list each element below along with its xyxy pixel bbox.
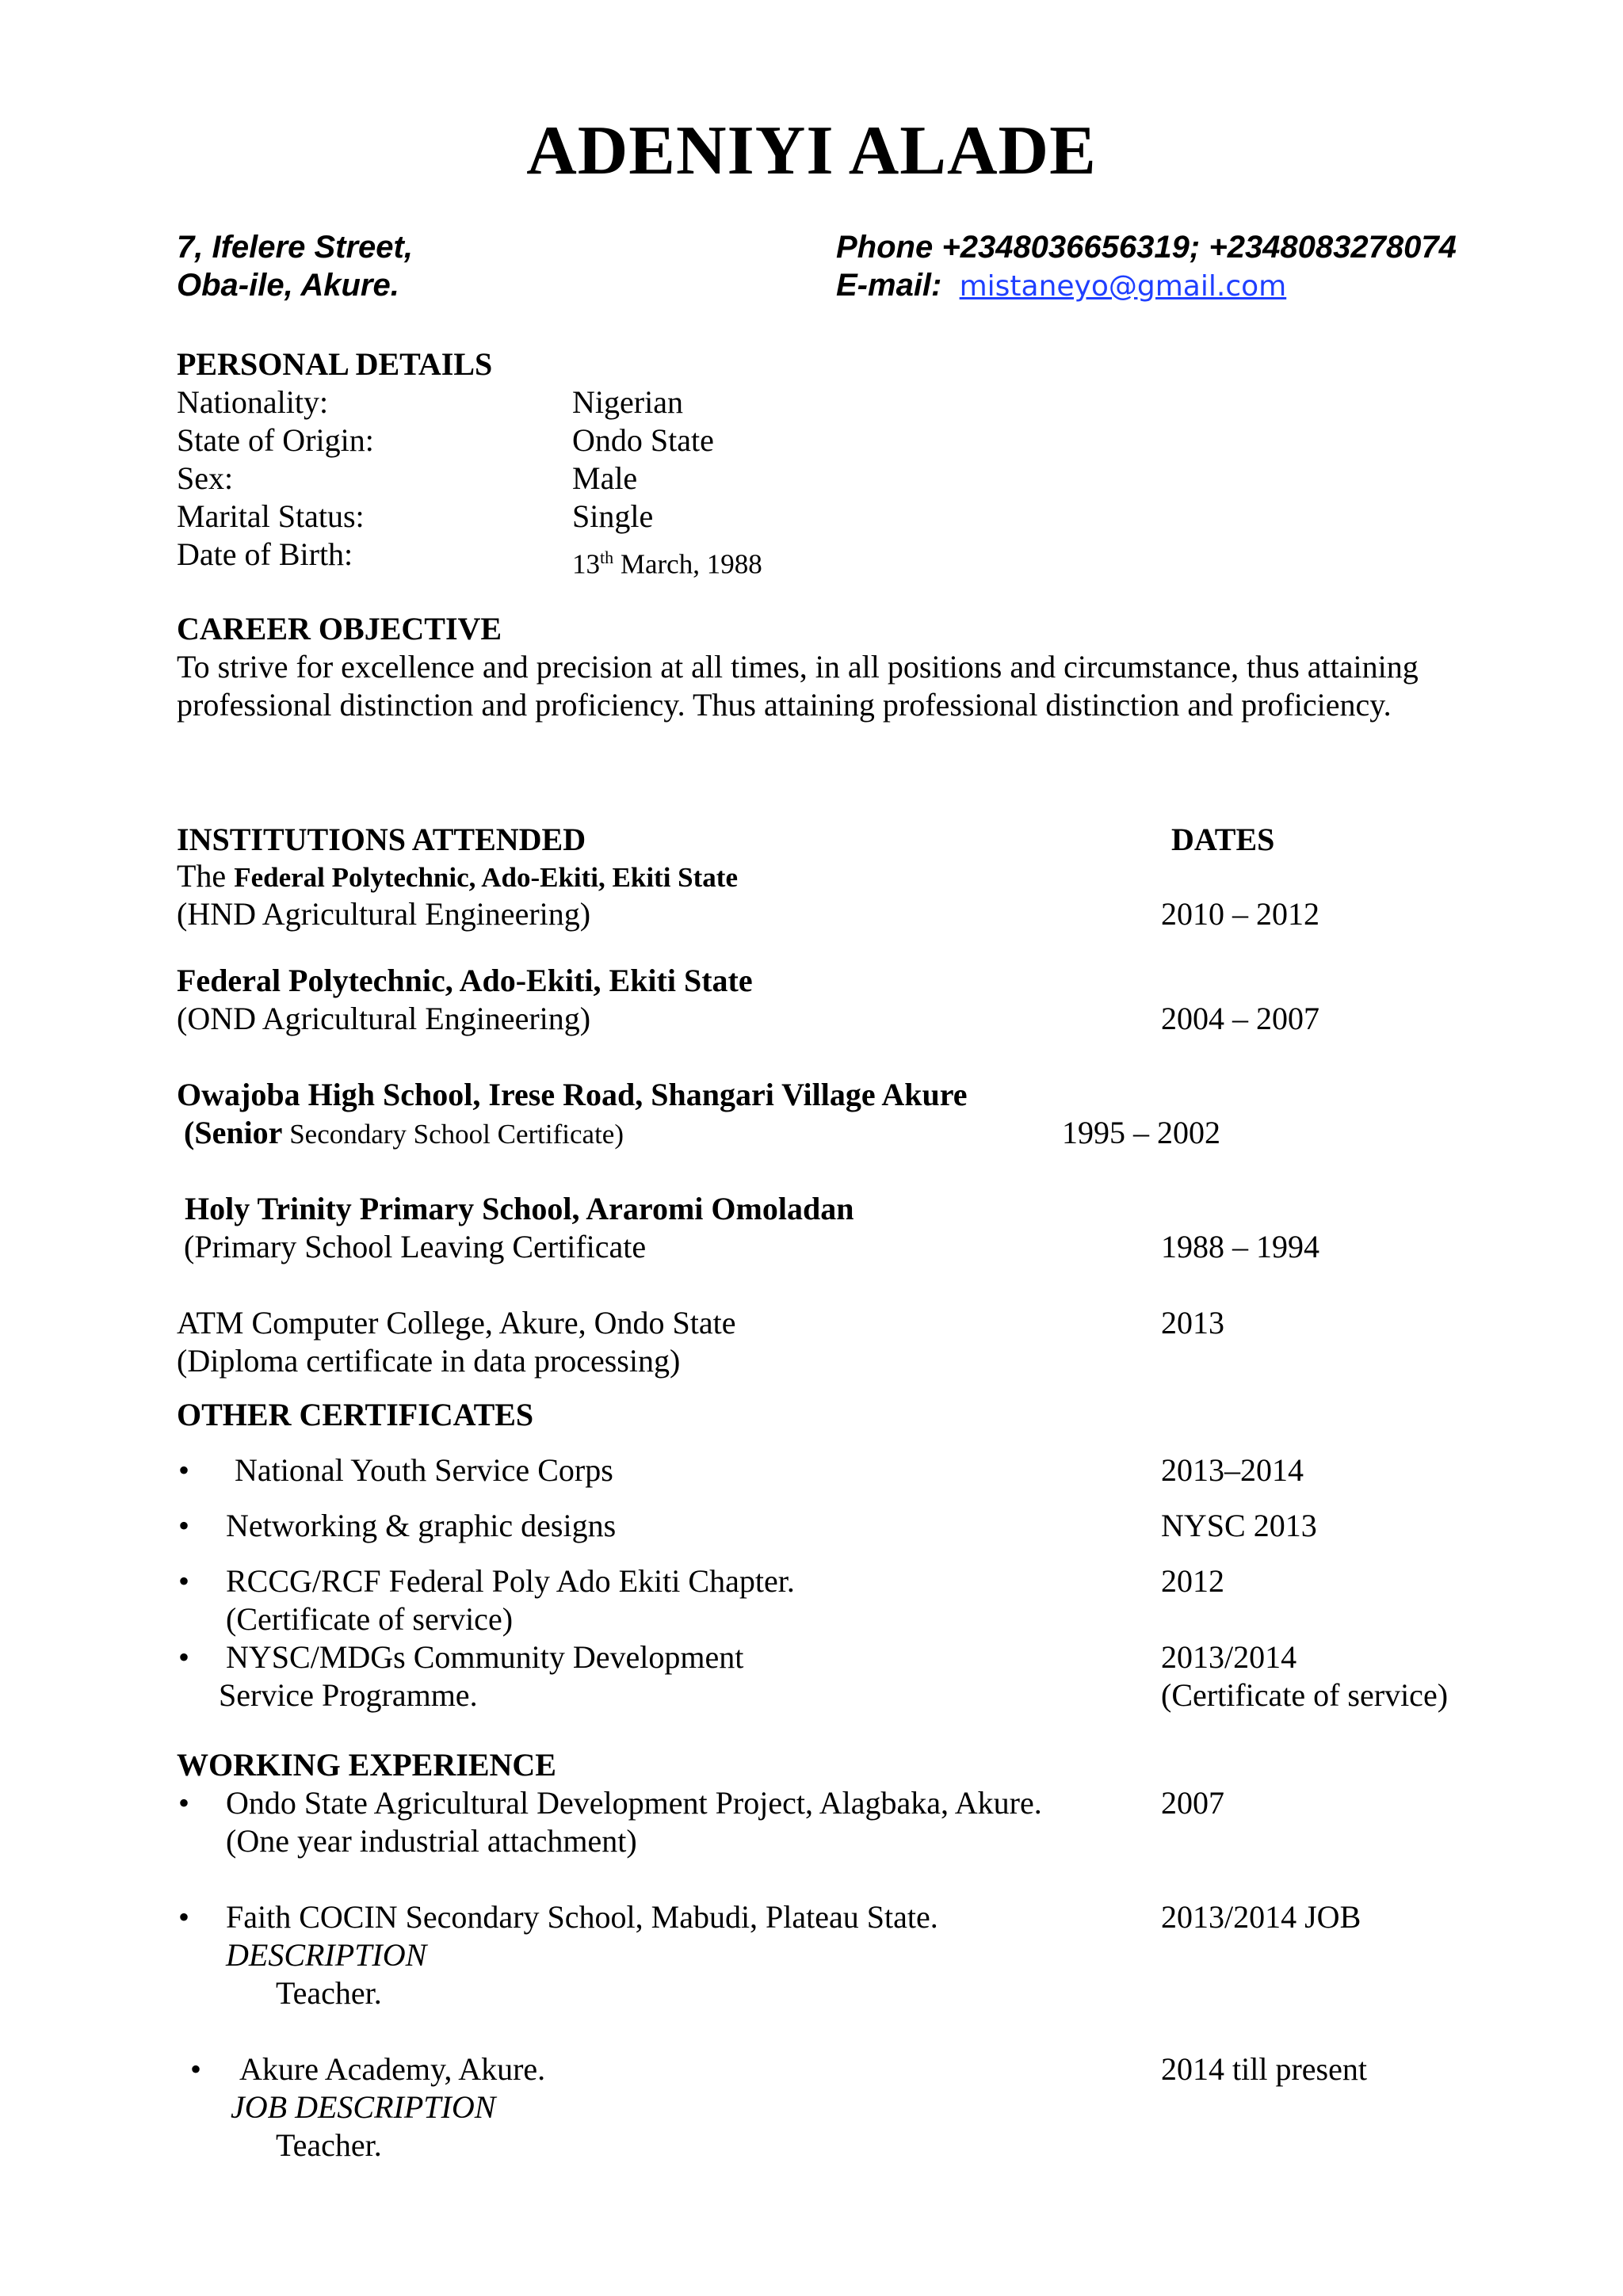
institution-detail xyxy=(184,1114,624,1154)
experience-description-label: DESCRIPTION xyxy=(226,1937,427,1973)
institution-name: Owajoba High School, Irese Road, Shangari Village Akure xyxy=(177,1077,968,1112)
email-row xyxy=(836,268,1286,303)
bullet-icon: • xyxy=(178,1639,190,1675)
institution-dates: 1995 – 2002 xyxy=(1062,1115,1220,1150)
marital-status-value: Single xyxy=(572,498,654,534)
bullet-icon: • xyxy=(178,1508,190,1543)
dob-rest: March, 1988 xyxy=(620,548,762,580)
marital-status-label: Marital Status: xyxy=(177,498,365,534)
dob-day: 13 xyxy=(572,548,600,580)
institution-name: ATM Computer College, Akure, Ondo State xyxy=(177,1305,736,1341)
institution-detail: (Primary School Leaving Certificate xyxy=(184,1229,647,1264)
institutions-heading: INSTITUTIONS ATTENDED xyxy=(177,822,586,857)
institution-dates: 1988 – 1994 xyxy=(1161,1229,1319,1264)
working-experience-heading: WORKING EXPERIENCE xyxy=(177,1747,556,1783)
bullet-icon: • xyxy=(178,1785,190,1821)
experience-employer: Akure Academy, Akure. xyxy=(239,2051,546,2087)
certificate-date: 2013/2014 xyxy=(1161,1639,1297,1675)
bullet-icon: • xyxy=(178,1563,190,1599)
certificate-text-2: Service Programme. xyxy=(219,1677,478,1713)
experience-note: (One year industrial attachment) xyxy=(226,1823,637,1859)
institution-prefix: The xyxy=(177,858,235,894)
sex-label: Sex: xyxy=(177,460,234,496)
career-objective-text: To strive for excellence and precision at all times, in all positions and circumstance, thus attaining professional distinction and proficiency. Thus attaining professional distinction and proficiency. xyxy=(177,649,1419,723)
address-line-2: Oba-ile, Akure. xyxy=(177,268,399,303)
experience-role: Teacher. xyxy=(276,1975,382,2011)
experience-date: 2014 till present xyxy=(1161,2051,1367,2087)
email-label: E-mail: xyxy=(836,268,942,303)
nationality-label: Nationality: xyxy=(177,384,329,420)
bullet-icon: • xyxy=(190,2051,202,2087)
state-of-origin-label: State of Origin: xyxy=(177,422,374,458)
institution-name xyxy=(177,857,738,897)
institution-dates: 2010 – 2012 xyxy=(1161,896,1319,932)
experience-role: Teacher. xyxy=(276,2127,382,2163)
personal-details-heading: PERSONAL DETAILS xyxy=(177,346,493,382)
resume-name: ADENIYI ALADE xyxy=(526,113,1097,189)
dates-heading: DATES xyxy=(1171,822,1275,857)
sex-value: Male xyxy=(572,460,638,496)
institution-name: Holy Trinity Primary School, Araromi Omoladan xyxy=(185,1191,854,1226)
institution-title: Federal Polytechnic, Ado-Ekiti, Ekiti State xyxy=(234,862,738,893)
state-of-origin-value: Ondo State xyxy=(572,422,714,458)
institution-dates: 2013 xyxy=(1161,1305,1224,1341)
dob-ordinal: th xyxy=(600,547,614,567)
address-line-1: 7, Ifelere Street, xyxy=(177,230,413,265)
institution-dates: 2004 – 2007 xyxy=(1161,1001,1319,1036)
career-objective-heading: CAREER OBJECTIVE xyxy=(177,611,502,646)
nationality-value: Nigerian xyxy=(572,384,683,420)
certificate-text: National Youth Service Corps xyxy=(235,1452,613,1488)
certificate-date: 2013–2014 xyxy=(1161,1452,1304,1488)
institution-detail-bold: (Senior xyxy=(184,1115,283,1150)
date-of-birth-value xyxy=(572,539,762,584)
certificate-date: NYSC 2013 xyxy=(1161,1508,1317,1543)
other-certificates-heading: OTHER CERTIFICATES xyxy=(177,1397,534,1432)
bullet-icon: • xyxy=(178,1452,190,1488)
institution-detail-rest: Secondary School Certificate) xyxy=(282,1119,624,1150)
bullet-icon: • xyxy=(178,1899,190,1935)
certificate-date-2: (Certificate of service) xyxy=(1161,1677,1449,1713)
date-of-birth-label: Date of Birth: xyxy=(177,536,353,572)
experience-date: 2013/2014 JOB xyxy=(1161,1899,1361,1935)
institution-detail: (OND Agricultural Engineering) xyxy=(177,1001,591,1036)
email-link[interactable]: mistaneyo@gmail.com xyxy=(959,270,1287,303)
institution-detail: (HND Agricultural Engineering) xyxy=(177,896,591,932)
certificate-text: Networking & graphic designs xyxy=(226,1508,617,1543)
certificate-text: NYSC/MDGs Community Development xyxy=(226,1639,744,1675)
institution-detail: (Diploma certificate in data processing) xyxy=(177,1343,681,1379)
experience-date: 2007 xyxy=(1161,1785,1224,1821)
certificate-text-2: (Certificate of service) xyxy=(226,1601,514,1637)
certificate-date: 2012 xyxy=(1161,1563,1224,1599)
institution-name: Federal Polytechnic, Ado-Ekiti, Ekiti State xyxy=(177,963,753,998)
experience-description-label: JOB DESCRIPTION xyxy=(231,2089,496,2125)
experience-employer: Ondo State Agricultural Development Project, Alagbaka, Akure. xyxy=(226,1785,1042,1821)
certificate-text: RCCG/RCF Federal Poly Ado Ekiti Chapter. xyxy=(226,1563,795,1599)
experience-employer: Faith COCIN Secondary School, Mabudi, Plateau State. xyxy=(226,1899,938,1935)
phone-numbers: Phone +2348036656319; +2348083278074 xyxy=(836,230,1457,265)
